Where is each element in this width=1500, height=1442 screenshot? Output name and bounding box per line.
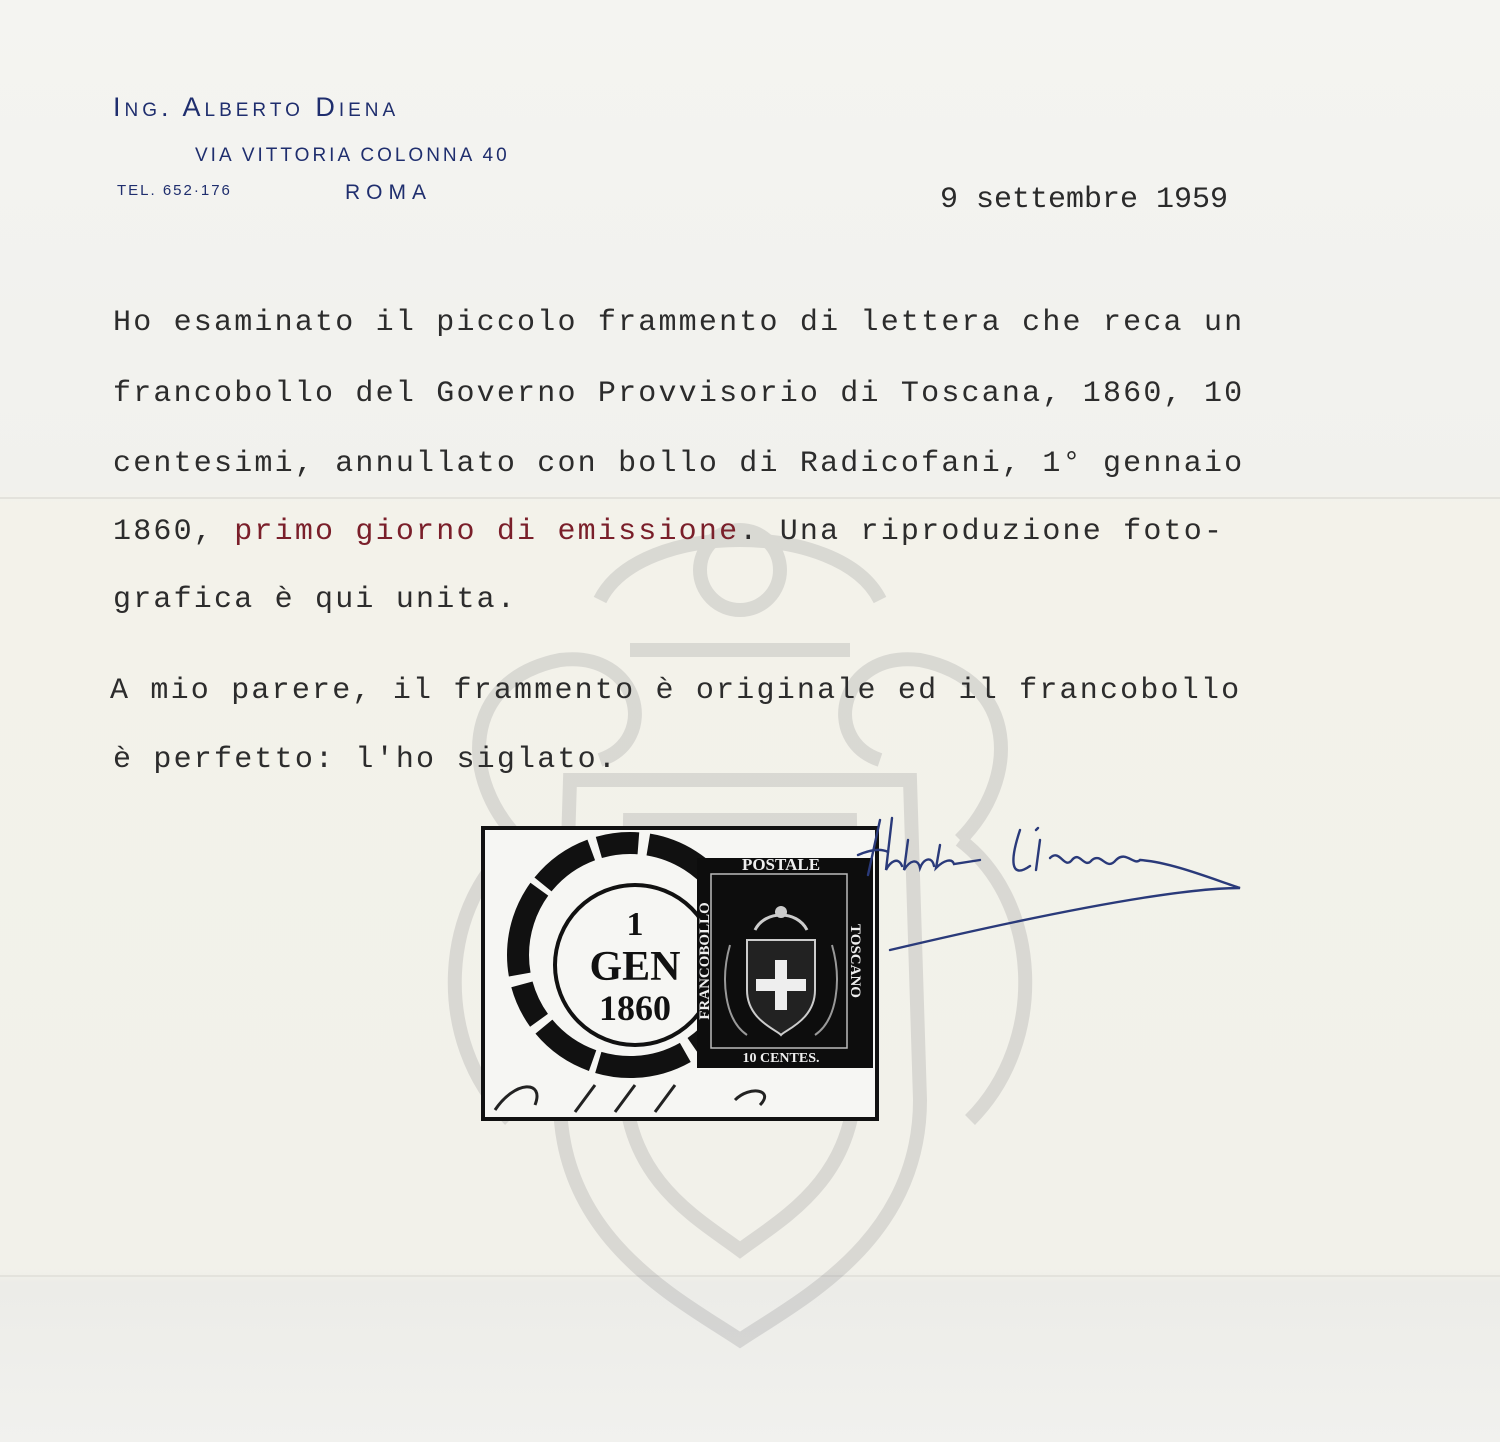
stamp-right-label: TOSCANO — [847, 924, 863, 998]
letterhead-phone: TEL. 652·176 — [117, 182, 232, 199]
highlighted-phrase: primo giorno di emissione — [234, 515, 740, 549]
postmark-month: GEN — [589, 944, 681, 990]
stamp-top-label: POSTALE — [741, 855, 821, 874]
letterhead-city: ROMA — [345, 181, 432, 204]
letterhead-name: Ing. Alberto Diena — [113, 92, 400, 122]
stamp-bottom-label: 10 CENTES. — [742, 1051, 820, 1066]
stamp-photograph — [481, 826, 879, 1121]
body-line: A mio parere, il frammento è originale ed il francobollo — [110, 674, 1242, 708]
handwritten-signature — [840, 800, 1260, 960]
body-text: . Una riproduzione foto- — [739, 515, 1225, 549]
body-line: è perfetto: l'ho siglato. — [113, 743, 619, 777]
body-text: 1860, — [113, 515, 235, 549]
letterhead-street: VIA VITTORIA COLONNA 40 — [195, 145, 510, 166]
body-line — [113, 515, 1224, 549]
body-line: Ho esaminato il piccolo frammento di lettera che reca un — [113, 306, 1245, 340]
body-line: grafica è qui unita. — [113, 583, 518, 617]
letter-date: 9 settembre 1959 — [940, 183, 1229, 217]
fragment-background — [485, 830, 875, 1117]
postmark-day: 1 — [626, 906, 644, 943]
stamp-illustration — [485, 830, 875, 1117]
body-line: centesimi, annullato con bollo di Radicofani, 1° gennaio — [113, 447, 1245, 481]
manuscript-marks — [495, 1085, 765, 1112]
postmark-year: 1860 — [599, 988, 671, 1028]
stamp-left-label: FRANCOBOLLO — [697, 902, 713, 1020]
body-line: francobollo del Governo Provvisorio di Toscana, 1860, 10 — [113, 377, 1245, 411]
